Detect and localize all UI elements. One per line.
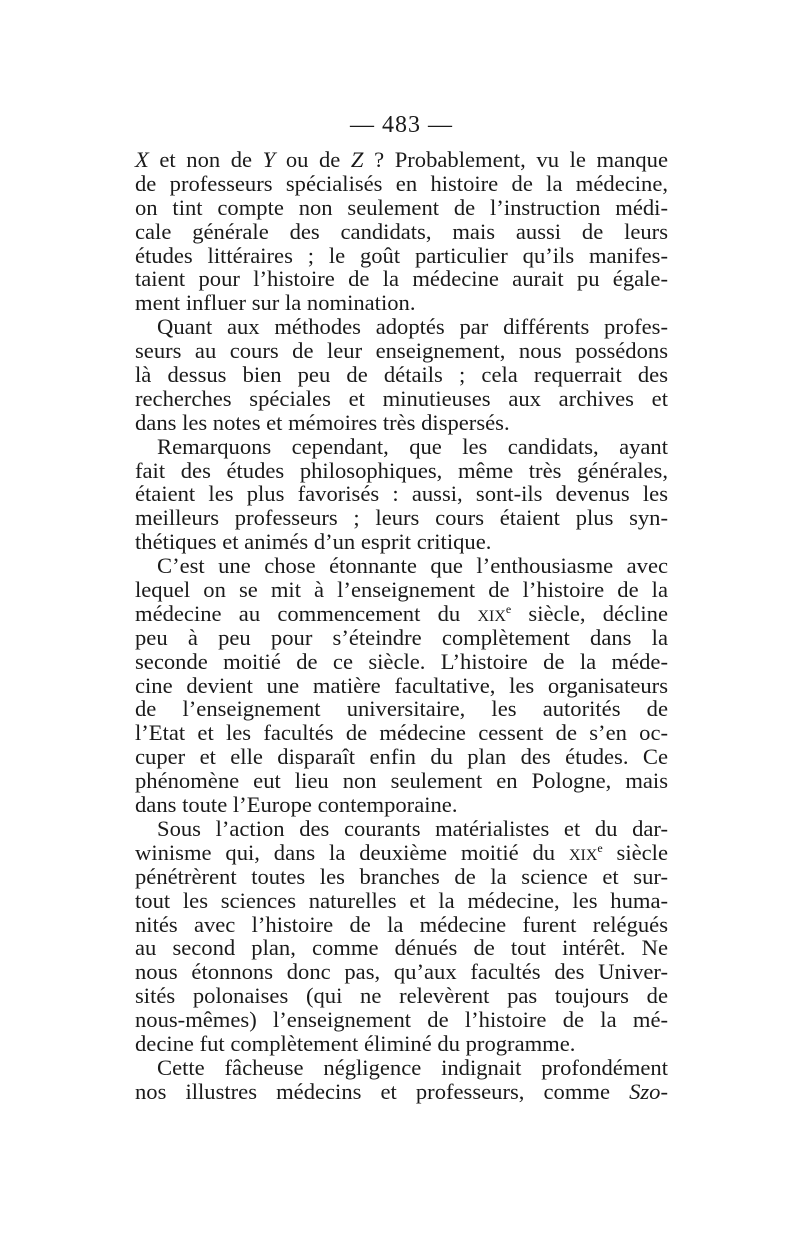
text-line: [135, 793, 668, 817]
text-line: [135, 339, 668, 363]
text-segment: tout les sciences naturelles et la médecine, les huma-: [135, 887, 668, 913]
text-line: [135, 1008, 668, 1032]
text-line: [135, 530, 668, 554]
text-line: [135, 1056, 668, 1080]
text-segment: étaient les plus favorisés : aussi, sont-ils devenus les: [135, 481, 668, 507]
text-line: [135, 650, 668, 674]
text-segment: winisme qui, dans la deuxième moitié du: [135, 839, 569, 865]
text-segment: fait des études philosophiques, même très générales,: [135, 457, 668, 483]
text-segment: Sous l’action des courants matérialistes et du dar-: [157, 815, 668, 841]
text-segment: C’est une chose étonnante que l’enthousiasme avec: [157, 553, 668, 579]
text-segment: nités avec l’histoire de la médecine furent relégués: [135, 911, 668, 937]
text-line: [135, 626, 668, 650]
text-segment: Z: [350, 147, 364, 172]
text-line: [135, 291, 668, 315]
text-segment: xix: [568, 839, 598, 865]
text-line: [135, 435, 668, 459]
text-segment: de professeurs spécialisés en histoire de la médecine,: [135, 170, 668, 196]
text-line: [135, 267, 668, 291]
text-segment: cuper et elle disparaît enfin du plan des études. Ce: [135, 744, 668, 770]
text-segment: de l’enseignement universitaire, les autorités de: [135, 696, 668, 722]
text-segment: là dessus bien peu de détails ; cela requerrait des: [135, 362, 668, 388]
text-segment: cale générale des candidats, mais aussi de leurs: [135, 218, 668, 244]
text-segment: siècle, décline: [511, 600, 668, 626]
text-segment: dans toute l’Europe contemporaine.: [135, 792, 458, 818]
text-segment: ? Probablement, vu le manque: [363, 147, 668, 172]
text-line: [135, 506, 668, 530]
text-segment: xix: [477, 600, 506, 626]
text-segment: thétiques et animés d’un esprit critique.: [135, 529, 492, 555]
book-page: [135, 108, 668, 1104]
text-line: [135, 220, 668, 244]
text-segment: decine fut complètement éliminé du programme.: [135, 1030, 576, 1056]
text-segment: e: [505, 601, 512, 616]
text-segment: Cette fâcheuse négligence indignait profondément: [157, 1054, 668, 1080]
text-line: [135, 1080, 668, 1104]
text-line: [135, 913, 668, 937]
text-segment: peu à peu pour s’éteindre complètement dans la: [135, 624, 668, 650]
text-line: [135, 841, 668, 865]
text-line: [135, 602, 668, 626]
text-segment: Remarquons cependant, que les candidats, ayant: [157, 433, 668, 459]
text-segment: meilleurs professeurs ; leurs cours étaient plus syn-: [135, 505, 668, 531]
text-line: [135, 315, 668, 339]
text-segment: dans les notes et mémoires très dispersés.: [135, 409, 510, 435]
text-line: [135, 984, 668, 1008]
text-segment: études littéraires ; le goût particulier qu’ils manifes-: [135, 242, 668, 268]
text-segment: X: [135, 147, 149, 172]
text-segment: nos illustres médecins et professeurs, comme: [135, 1078, 630, 1104]
text-segment: phénomène eut lieu non seulement en Pologne, mais: [135, 768, 668, 794]
text-segment: e: [597, 840, 603, 855]
text-line: [135, 674, 668, 698]
text-segment: Szo-: [629, 1078, 668, 1104]
text-line: [135, 411, 668, 435]
text-line: [135, 1032, 668, 1056]
text-line: [135, 817, 668, 841]
text-line: [135, 387, 668, 411]
text-segment: cine devient une matière facultative, les organisateurs: [135, 672, 668, 698]
text-line: [135, 721, 668, 745]
text-segment: nous-mêmes) l’enseignement de l’histoire de la mé-: [135, 1007, 668, 1033]
text-segment: seconde moitié de ce siècle. L’histoire de la méde-: [135, 648, 668, 674]
text-line: [135, 172, 668, 196]
text-segment: taient pour l’histoire de la médecine aurait pu égale-: [135, 266, 668, 292]
text-line: [135, 936, 668, 960]
text-line: [135, 889, 668, 913]
text-segment: recherches spéciales et minutieuses aux archives et: [135, 385, 668, 411]
text-line: [135, 865, 668, 889]
text-segment: nous étonnons donc pas, qu’aux facultés des Univer-: [135, 959, 668, 985]
text-segment: pénétrèrent toutes les branches de la science et sur-: [135, 863, 668, 889]
text-line: [135, 769, 668, 793]
text-line: [135, 459, 668, 483]
text-line: [135, 960, 668, 984]
text-segment: Quant aux méthodes adoptés par différents profes-: [157, 314, 668, 340]
text-segment: siècle: [602, 839, 668, 865]
text-segment: l’Etat et les facultés de médecine cessent de s’en oc-: [135, 720, 668, 746]
text-segment: Y: [262, 147, 276, 172]
text-line: [135, 697, 668, 721]
text-line: [135, 745, 668, 769]
text-segment: sités polonaises (qui ne relevèrent pas toujours de: [135, 983, 668, 1009]
text-line: [135, 244, 668, 268]
text-segment: au second plan, comme dénués de tout intérêt. Ne: [135, 935, 668, 961]
text-line: [135, 148, 668, 172]
text-line: [135, 482, 668, 506]
text-segment: on tint compte non seulement de l’instruction médi-: [135, 194, 668, 220]
text-line: [135, 554, 668, 578]
text-segment: et non de: [148, 147, 263, 172]
page-number: — 483 —: [350, 112, 453, 138]
body-text: [135, 148, 668, 1104]
text-line: [135, 196, 668, 220]
text-segment: ou de: [275, 147, 351, 172]
text-line: [135, 578, 668, 602]
text-segment: seurs au cours de leur enseignement, nous possédons: [135, 338, 668, 364]
text-segment: lequel on se mit à l’enseignement de l’histoire de la: [135, 577, 668, 603]
text-segment: médecine au commencement du: [135, 600, 478, 626]
text-line: [135, 363, 668, 387]
text-segment: ment influer sur la nomination.: [135, 290, 416, 316]
